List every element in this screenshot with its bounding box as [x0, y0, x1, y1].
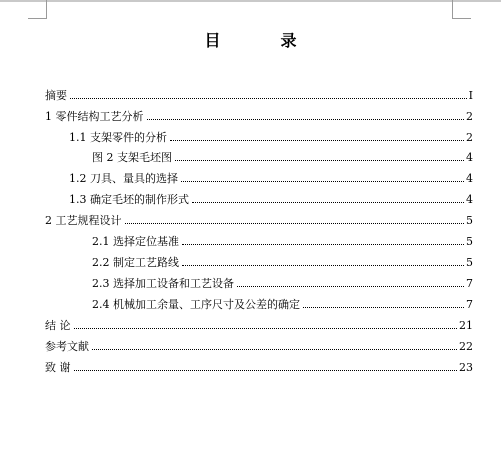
toc-entry-section-2-2[interactable] — [92, 255, 473, 271]
toc-page-number: 4 — [466, 193, 473, 206]
toc-page-number: 4 — [466, 151, 473, 164]
toc-dot-leader — [182, 234, 464, 245]
toc-entry-references[interactable] — [45, 339, 473, 355]
toc-page-number: 21 — [459, 319, 473, 332]
toc-page-number: 7 — [466, 277, 473, 290]
toc-entry-text: 1 零件结构工艺分析 — [45, 110, 144, 123]
toc-entry-chapter-1[interactable] — [45, 109, 473, 125]
toc-entry-text: 参考文献 — [45, 340, 89, 353]
toc-entry-figure-2[interactable] — [92, 150, 473, 166]
toc-entry-section-2-4[interactable] — [92, 297, 473, 313]
toc-page-number: 7 — [466, 298, 473, 311]
toc-dot-leader — [74, 360, 458, 371]
toc-entry-text: 1.1 支架零件的分析 — [69, 131, 167, 144]
toc-dot-leader — [181, 171, 464, 182]
toc-page-number: I — [468, 89, 473, 102]
toc-page-number: 2 — [466, 131, 473, 144]
toc-entry-section-1-3[interactable] — [69, 192, 473, 208]
toc-title: 目 录 — [204, 31, 319, 50]
toc-entry-section-2-3[interactable] — [92, 276, 473, 292]
toc-entry-acknowledgements[interactable] — [45, 360, 473, 376]
toc-entry-text: 1.2 刀具、量具的选择 — [69, 172, 178, 185]
page-top-border — [0, 0, 501, 2]
toc-entry-text: 致 谢 — [45, 361, 71, 374]
toc-dot-leader — [237, 276, 464, 287]
toc-dot-leader — [92, 339, 457, 350]
toc-entry-section-1-1[interactable] — [69, 130, 473, 146]
toc-entry-text: 2.2 制定工艺路线 — [92, 256, 179, 269]
toc-dot-leader — [125, 213, 465, 224]
toc-page-number: 5 — [466, 256, 473, 269]
toc-page-number: 22 — [459, 340, 473, 353]
toc-dot-leader — [182, 255, 464, 266]
toc-entry-section-1-2[interactable] — [69, 171, 473, 187]
toc-page-number: 4 — [466, 172, 473, 185]
toc-page-number: 5 — [466, 214, 473, 227]
toc-entry-text: 2.1 选择定位基准 — [92, 235, 179, 248]
toc-entry-text: 图 2 支架毛坯图 — [92, 151, 172, 164]
toc-dot-leader — [175, 150, 464, 161]
toc-page-number: 2 — [466, 110, 473, 123]
toc-entry-chapter-2[interactable] — [45, 213, 473, 229]
toc-dot-leader — [303, 297, 464, 308]
toc-entry-text: 结 论 — [45, 319, 71, 332]
toc-entry-conclusion[interactable] — [45, 318, 473, 334]
toc-dot-leader — [192, 192, 464, 203]
toc-dot-leader — [70, 88, 467, 99]
right-margin-corner-mark — [452, 0, 471, 19]
toc-entry-text: 2.4 机械加工余量、工序尺寸及公差的确定 — [92, 298, 300, 311]
toc-entry-text: 2.3 选择加工设备和工艺设备 — [92, 277, 234, 290]
toc-page-number: 23 — [459, 361, 473, 374]
toc-entry-text: 摘要 — [45, 89, 67, 102]
toc-dot-leader — [170, 130, 464, 141]
toc-entry-text: 1.3 确定毛坯的制作形式 — [69, 193, 189, 206]
toc-entry-text: 2 工艺规程设计 — [45, 214, 122, 227]
toc-dot-leader — [74, 318, 458, 329]
toc-page-number: 5 — [466, 235, 473, 248]
left-margin-corner-mark — [28, 0, 47, 19]
toc-entry-section-2-1[interactable] — [92, 234, 473, 250]
toc-dot-leader — [147, 109, 465, 120]
toc-entry-abstract[interactable] — [45, 88, 473, 104]
